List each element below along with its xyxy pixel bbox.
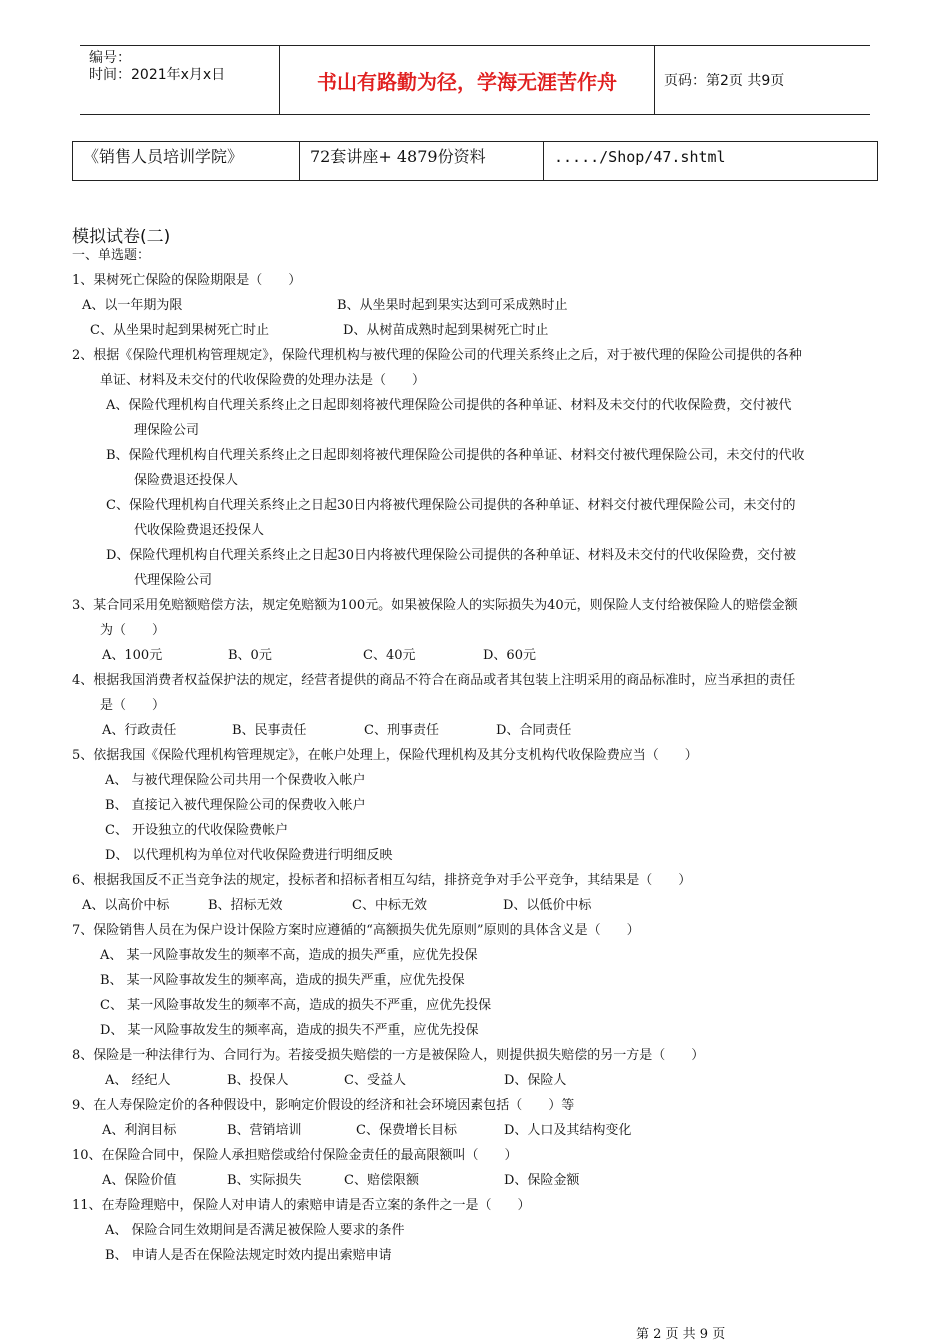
option-9a: A、利润目标 (102, 1123, 177, 1138)
option-6b: B、招标无效 (208, 898, 283, 913)
option-10b: B、实际损失 (227, 1173, 302, 1188)
option-4b: B、民事责任 (232, 723, 307, 738)
info-table (72, 141, 878, 181)
question-11: 11、在寿险理赔中，保险人对申请人的索赔申请是否立案的条件之一是（ ） (72, 1198, 531, 1213)
question-7: 7、保险销售人员在为保户设计保险方案时应遵循的“高额损失优先原则”原则的具体含义是（ ） (72, 923, 640, 938)
question-1: 1、果树死亡保险的保险期限是（ ） (72, 273, 302, 288)
option-5a: A、 与被代理保险公司共用一个保费收入帐户 (105, 773, 366, 788)
page-info: 页码：第2页 共9页 (664, 73, 785, 89)
question-4-cont: 是（ ） (100, 698, 166, 713)
option-4c: C、刑事责任 (364, 723, 439, 738)
option-8c: C、受益人 (344, 1073, 406, 1088)
option-1b: B、从坐果时起到果实达到可采成熟时止 (337, 298, 568, 313)
question-4: 4、根据我国消费者权益保护法的规定，经营者提供的商品不符合在商品或者其包装上注明采用的商品标准时，应当承担的责任 (72, 673, 796, 688)
option-1a: A、以一年期为限 (82, 298, 183, 313)
option-1d: D、从树苗成熟时起到果树死亡时止 (343, 323, 549, 338)
time-label: 时间：2021年x月x日 (89, 67, 226, 83)
table-cell-materials: 72套讲座+ 4879份资料 (300, 142, 544, 180)
section-heading: 一、单选题： (72, 248, 151, 263)
option-2b: B、保险代理机构自代理关系终止之日起即刻将被代理保险公司提供的各种单证、材料交付被代理保险公司，未交付的代收 (106, 448, 805, 463)
option-2d-cont: 代理保险公司 (134, 573, 213, 588)
question-3-cont: 为（ ） (100, 623, 166, 638)
option-2c: C、保险代理机构自代理关系终止之日起30日内将被代理保险公司提供的各种单证、材料交付被代理保险公司，未交付的 (106, 498, 796, 513)
option-6c: C、中标无效 (352, 898, 427, 913)
question-2: 2、根据《保险代理机构管理规定》，保险代理机构与被代理的保险公司的代理关系终止之后，对于被代理的保险公司提供的各种 (72, 348, 802, 363)
option-8b: B、投保人 (227, 1073, 289, 1088)
table-cell-url: ...../Shop/47.shtml (554, 148, 726, 166)
option-4a: A、行政责任 (102, 723, 177, 738)
page-header (80, 45, 870, 115)
question-10: 10、在保险合同中，保险人承担赔偿或给付保险金责任的最高限额叫（ ） (72, 1148, 518, 1163)
option-9b: B、营销培训 (227, 1123, 302, 1138)
option-10c: C、赔偿限额 (344, 1173, 419, 1188)
option-5c: C、 开设独立的代收保险费帐户 (105, 823, 289, 838)
option-10a: A、保险价值 (102, 1173, 177, 1188)
question-6: 6、根据我国反不正当竞争法的规定，投标者和招标者相互勾结，排挤竞争对手公平竞争，其结果是（ ） (72, 873, 692, 888)
option-9c: C、保费增长目标 (356, 1123, 457, 1138)
option-7b: B、 某一风险事故发生的频率高，造成的损失严重，应优先投保 (100, 973, 465, 988)
option-2b-cont: 保险费退还投保人 (134, 473, 239, 488)
exam-title: 模拟试卷(二) (72, 227, 171, 247)
option-4d: D、合同责任 (496, 723, 572, 738)
option-8a: A、 经纪人 (105, 1073, 171, 1088)
option-11b: B、 申请人是否在保险法规定时效内提出索赔申请 (105, 1248, 392, 1263)
question-3: 3、某合同采用免赔额赔偿方法，规定免赔额为100元。如果被保险人的实际损失为40元，则保险人支付给被保险人的赔偿金额 (72, 598, 798, 613)
option-6a: A、以高价中标 (82, 898, 170, 913)
table-cell-school: 《销售人员培训学院》 (73, 142, 300, 180)
option-5b: B、 直接记入被代理保险公司的保费收入帐户 (105, 798, 366, 813)
question-2-cont: 单证、材料及未交付的代收保险费的处理办法是（ ） (100, 373, 426, 388)
question-5: 5、依据我国《保险代理机构管理规定》，在帐户处理上，保险代理机构及其分支机构代收保险费应当（ ） (72, 748, 698, 763)
option-9d: D、人口及其结构变化 (504, 1123, 632, 1138)
header-meta (80, 46, 280, 114)
option-7a: A、 某一风险事故发生的频率不高，造成的损失严重，应优先投保 (100, 948, 478, 963)
option-3d: D、60元 (483, 648, 536, 663)
question-8: 8、保险是一种法律行为、合同行为。若接受损失赔偿的一方是被保险人，则提供损失赔偿的另一方是（ ） (72, 1048, 705, 1063)
option-5d: D、 以代理机构为单位对代收保险费进行明细反映 (105, 848, 393, 863)
option-3c: C、40元 (363, 648, 416, 663)
question-9: 9、在人寿保险定价的各种假设中，影响定价假设的经济和社会环境因素包括（ ）等 (72, 1098, 575, 1113)
option-2a: A、保险代理机构自代理关系终止之日起即刻将被代理保险公司提供的各种单证、材料及未交付的代收保险费，交付被代 (106, 398, 792, 413)
option-3b: B、0元 (228, 648, 272, 663)
option-11a: A、 保险合同生效期间是否满足被保险人要求的条件 (105, 1223, 405, 1238)
number-label: 编号： (89, 50, 131, 66)
option-2a-cont: 理保险公司 (134, 423, 200, 438)
option-6d: D、以低价中标 (503, 898, 592, 913)
option-7d: D、 某一风险事故发生的频率高，造成的损失不严重，应优先投保 (100, 1023, 479, 1038)
option-3a: A、100元 (102, 648, 163, 663)
motto: 书山有路勤为径，学海无涯苦作舟 (280, 46, 655, 114)
option-1c: C、从坐果时起到果树死亡时止 (90, 323, 269, 338)
option-7c: C、 某一风险事故发生的频率不高，造成的损失不严重，应优先投保 (100, 998, 492, 1013)
page-footer: 第 2 页 共 9 页 (636, 1327, 726, 1342)
option-8d: D、保险人 (504, 1073, 567, 1088)
option-2d: D、保险代理机构自代理关系终止之日起30日内将被代理保险公司提供的各种单证、材料及未交付的代收保险费，交付被 (106, 548, 796, 563)
option-10d: D、保险金额 (504, 1173, 580, 1188)
option-2c-cont: 代收保险费退还投保人 (134, 523, 265, 538)
